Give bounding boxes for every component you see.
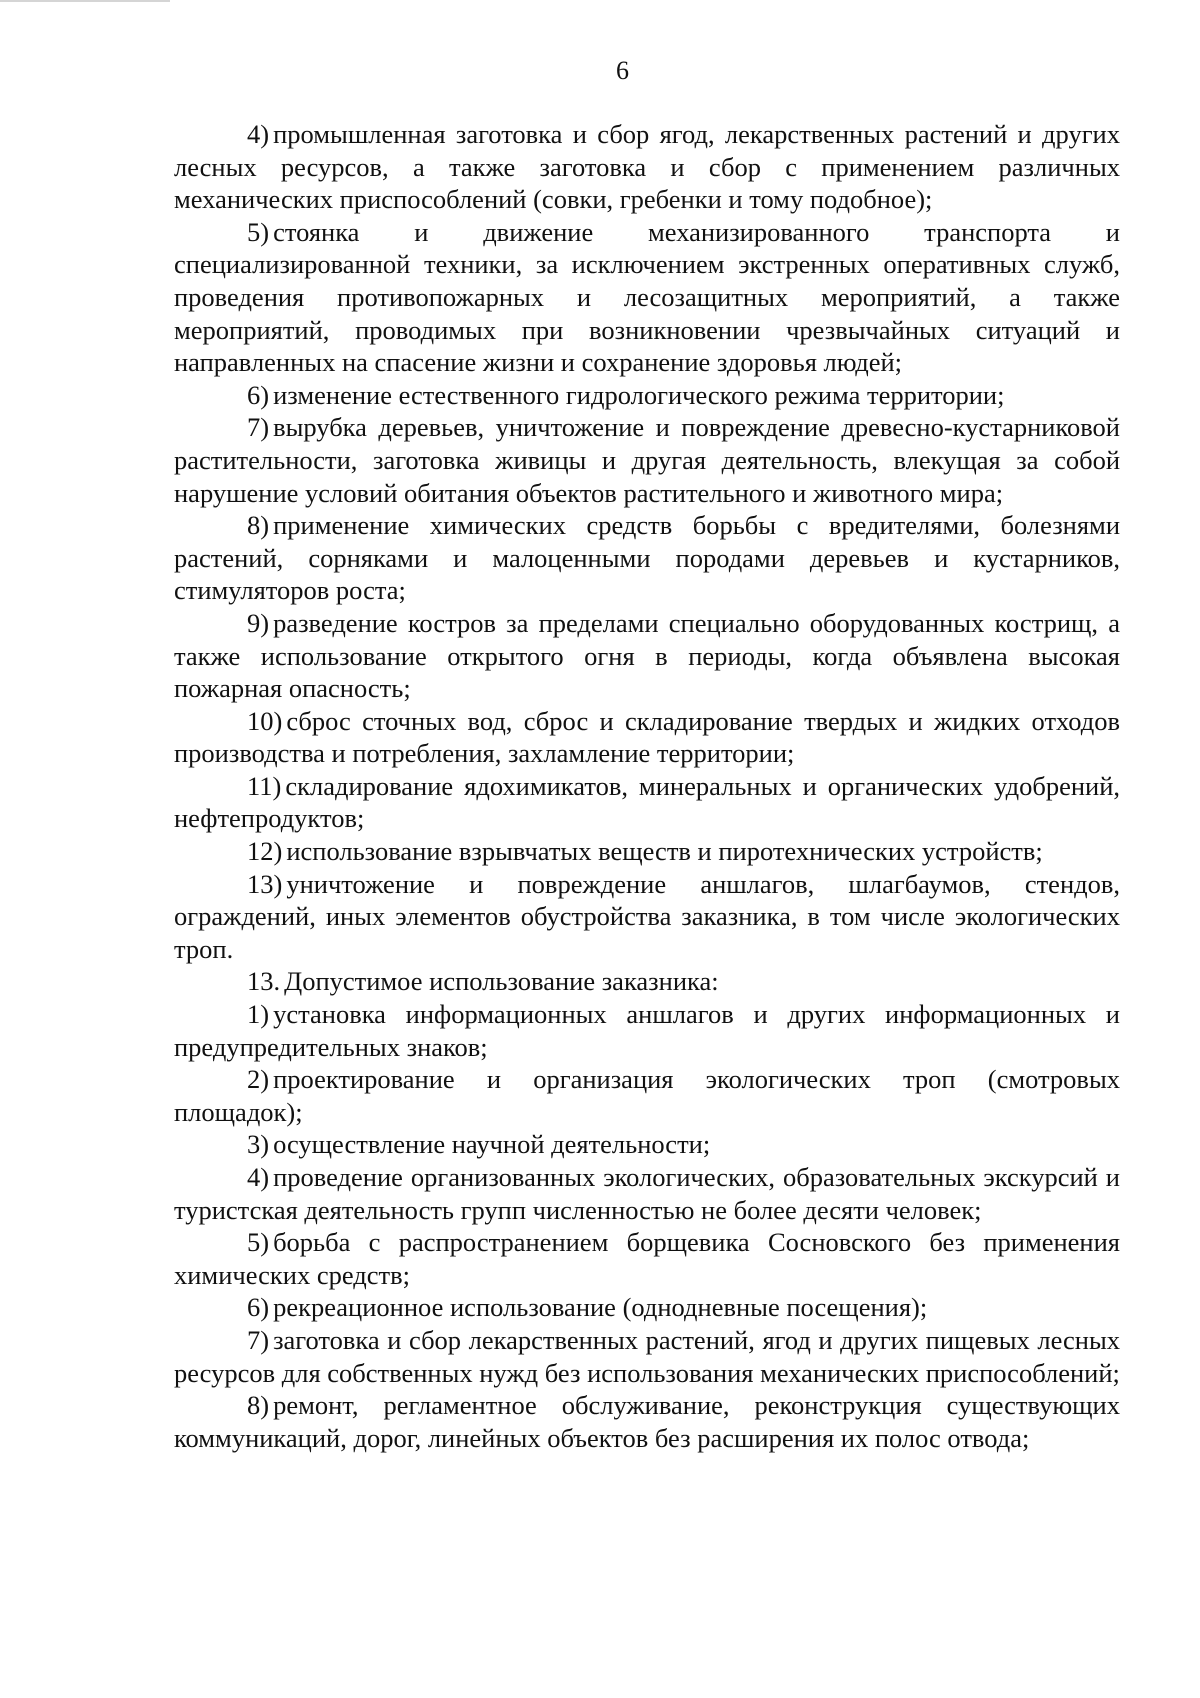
item-number: 1) [247, 999, 270, 1030]
list-item [174, 1389, 1120, 1454]
item-text: вырубка деревьев, уничтожение и повреждение древесно-кустарниковой растительности, заготовка живицы и другая деятельность, влекущая за собой нарушение условий обитания объектов растительного и животного мира; [174, 412, 1120, 508]
item-number: 7) [247, 1324, 270, 1355]
item-text: осуществление научной деятельности; [273, 1129, 711, 1160]
item-number: 3) [247, 1129, 270, 1160]
item-text: проведение организованных экологических, образовательных экскурсий и туристская деятельность групп численностью не более десяти человек; [174, 1162, 1120, 1225]
item-text: борьба с распространением борщевика Сосновского без применения химических средств; [174, 1227, 1120, 1290]
list-item [174, 868, 1120, 966]
list-item [174, 118, 1120, 216]
item-number: 7) [247, 412, 270, 443]
item-text: проектирование и организация экологических троп (смотровых площадок); [174, 1064, 1120, 1127]
list-item [174, 770, 1120, 835]
item-text: рекреационное использование (однодневные посещения); [273, 1292, 928, 1323]
item-number: 8) [247, 510, 270, 541]
list-item [174, 1161, 1120, 1226]
item-number: 6) [247, 379, 270, 410]
list-item [174, 835, 1120, 868]
item-number: 8) [247, 1390, 270, 1421]
item-number: 13) [247, 868, 283, 899]
list-item [174, 998, 1120, 1063]
page-number: 6 [616, 56, 629, 85]
item-number: 2) [247, 1064, 270, 1095]
item-number: 4) [247, 119, 270, 149]
item-number: 4) [247, 1162, 270, 1192]
item-text: уничтожение и повреждение аншлагов, шлагбаумов, стендов, ограждений, иных элементов обустройства заказника, в том числе экологических троп. [174, 868, 1120, 964]
list-item [174, 1324, 1120, 1389]
item-text: стоянка и движение механизированного транспорта и специализированной техники, за исключением экстренных оперативных служб, проведения противопожарных и лесозащитных мероприятий, а также мероприятий, проводимых при возникновении чрезвычайных ситуаций и направленных на спасение жизни и сохранение здоровья людей; [174, 216, 1120, 378]
list-item [174, 1128, 1120, 1161]
item-text: использование взрывчатых веществ и пиротехнических устройств; [286, 836, 1043, 867]
item-text: складирование ядохимикатов, минеральных и органических удобрений, нефтепродуктов; [174, 770, 1120, 834]
list-item [174, 1291, 1120, 1324]
item-text: установка информационных аншлагов и других информационных и предупредительных знаков; [174, 999, 1120, 1062]
item-text: применение химических средств борьбы с вредителями, болезнями растений, сорняками и малоценными породами деревьев и кустарников, стимуляторов роста; [174, 510, 1120, 606]
item-number: 9) [247, 607, 270, 638]
list-item [174, 1063, 1120, 1128]
document-body [174, 118, 1120, 1454]
list-item [174, 509, 1120, 607]
section-heading [174, 965, 1120, 998]
list-item [174, 705, 1120, 770]
item-number: 6) [247, 1292, 270, 1323]
item-number: 10) [247, 705, 283, 736]
list-item [174, 411, 1120, 509]
item-text: промышленная заготовка и сбор ягод, лекарственных растений и других лесных ресурсов, а также заготовка и сбор с применением различных механических приспособлений (совки, гребенки и тому подобное); [174, 119, 1120, 215]
item-text: изменение естественного гидрологического режима территории; [273, 379, 1005, 410]
item-text: ремонт, регламентное обслуживание, реконструкция существующих коммуникаций, дорог, линейных объектов без расширения их полос отвода; [174, 1390, 1120, 1453]
item-number: 11) [247, 770, 282, 801]
scan-edge-line [0, 0, 170, 2]
list-item [174, 1226, 1120, 1291]
list-item [174, 379, 1120, 412]
item-text: заготовка и сбор лекарственных растений, ягод и других пищевых лесных ресурсов для собственных нужд без использования механических приспособлений; [174, 1324, 1120, 1388]
list-item [174, 216, 1120, 379]
item-text: сброс сточных вод, сброс и складирование твердых и жидких отходов производства и потребления, захламление территории; [174, 705, 1120, 769]
item-text: разведение костров за пределами специально оборудованных кострищ, а также использование открытого огня в периоды, когда объявлена высокая пожарная опасность; [174, 607, 1120, 704]
section-text: Допустимое использование заказника: [284, 966, 719, 997]
item-number: 5) [247, 1227, 270, 1258]
item-number: 5) [247, 216, 270, 247]
section-number: 13. [247, 966, 281, 997]
item-number: 12) [247, 836, 283, 867]
list-item [174, 607, 1120, 705]
